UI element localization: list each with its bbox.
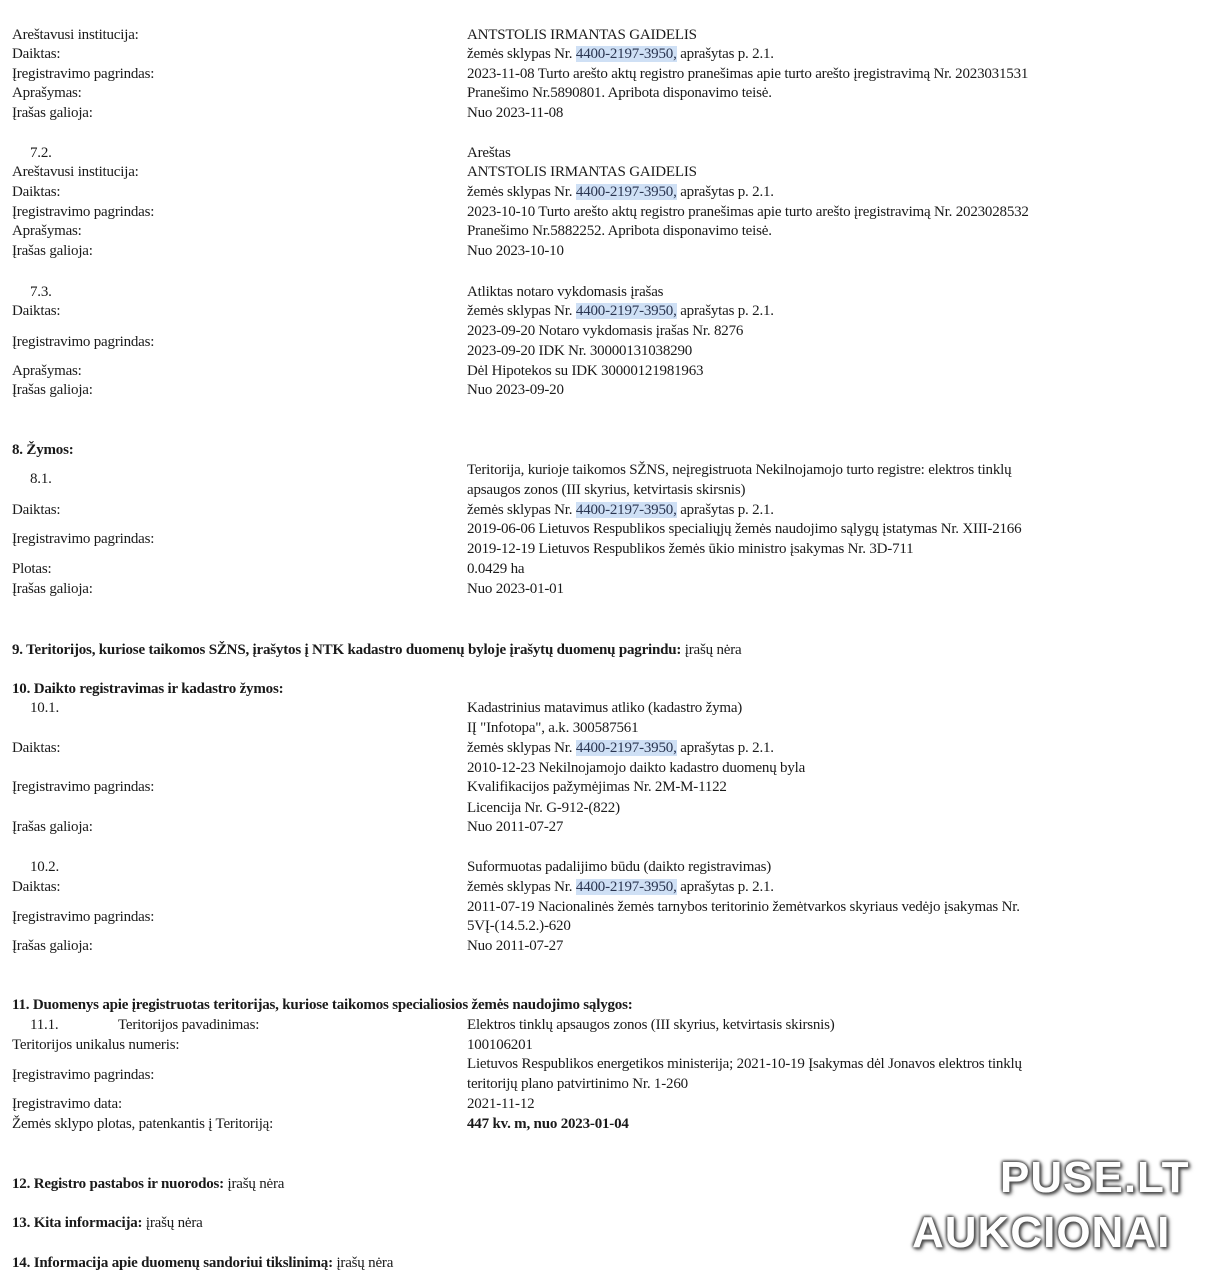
s10-1-title-1: Kadastrinius matavimus atliko (kadastro žyma) — [467, 700, 743, 716]
e73-galioja: Nuo 2023-09-20 — [467, 382, 564, 398]
s10-1-pagrindas-3: Licencija Nr. G-912-(822) — [467, 800, 620, 816]
s10-1-number: 10.1. — [30, 700, 60, 716]
label-galioja: Įrašas galioja: — [12, 938, 93, 954]
label-galioja: Įrašas galioja: — [12, 581, 93, 597]
e71-institucija: ANTSTOLIS IRMANTAS GAIDELIS — [467, 27, 697, 43]
section-11-heading: 11. Duomenys apie įregistruotas teritorijas, kuriose taikomos specialiosios žemės naudojimo sąlygos: — [12, 997, 633, 1013]
s10-1-pagrindas-2: Kvalifikacijos pažymėjimas Nr. 2M-M-1122 — [467, 779, 727, 795]
e72-institucija: ANTSTOLIS IRMANTAS GAIDELIS — [467, 164, 697, 180]
section-10-heading: 10. Daikto registravimas ir kadastro žymos: — [12, 681, 284, 697]
s10-2-number: 10.2. — [30, 859, 60, 875]
s11-pagrindas-1: Lietuvos Respublikos energetikos ministerija; 2021-10-19 Įsakymas dėl Jonavos elektros tinklų — [467, 1056, 1022, 1072]
s10-1-daiktas: žemės sklypas Nr. 4400-2197-3950, aprašytas p. 2.1. — [467, 740, 774, 756]
section-9 — [12, 641, 742, 659]
e72-daiktas: žemės sklypas Nr. 4400-2197-3950, aprašytas p. 2.1. — [467, 184, 774, 200]
s10-2-pagrindas-1: 2011-07-19 Nacionalinės žemės tarnybos teritorinio žemėtvarkos skyriaus vedėjo įsakymas Nr. — [467, 899, 1020, 915]
label-pagrindas: Įregistravimo pagrindas: — [12, 779, 155, 795]
s8-pagrindas-2: 2019-12-19 Lietuvos Respublikos žemės ūkio ministro įsakymas Nr. 3D-711 — [467, 541, 914, 557]
e72-galioja: Nuo 2023-10-10 — [467, 243, 564, 259]
e72-aprasymas: Pranešimo Nr.5882252. Apribota disponavimo teisė. — [467, 223, 772, 239]
label-pagrindas: Įregistravimo pagrindas: — [12, 204, 155, 220]
label-daiktas: Daiktas: — [12, 740, 61, 756]
label-galioja: Įrašas galioja: — [12, 819, 93, 835]
s8-number: 8.1. — [30, 471, 52, 487]
label-daiktas: Daiktas: — [12, 502, 61, 518]
section-14 — [12, 1254, 393, 1272]
e71-aprasymas: Pranešimo Nr.5890801. Apribota disponavimo teisė. — [467, 85, 772, 101]
section-13-value: įrašų nėra — [145, 1215, 203, 1231]
s11-numeris-label: Teritorijos unikalus numeris: — [12, 1037, 180, 1053]
s8-title-2: apsaugos zonos (III skyrius, ketvirtasis skirsnis) — [467, 482, 746, 498]
e71-pagrindas: 2023-11-08 Turto arešto aktų registro pranešimas apie turto arešto įregistravimą Nr. 2023031531 — [467, 66, 1029, 82]
label-aprasymas: Aprašymas: — [12, 363, 82, 379]
s11-pavadinimas: Elektros tinklų apsaugos zonos (III skyrius, ketvirtasis skirsnis) — [467, 1017, 835, 1033]
s11-plotas-label: Žemės sklypo plotas, patenkantis į Teritoriją: — [12, 1116, 274, 1132]
label-galioja: Įrašas galioja: — [12, 382, 93, 398]
s8-daiktas: žemės sklypas Nr. 4400-2197-3950, aprašytas p. 2.1. — [467, 502, 774, 518]
section-14-value: įrašų nėra — [336, 1255, 394, 1271]
label-galioja: Įrašas galioja: — [12, 105, 93, 121]
s10-2-title: Suformuotas padalijimo būdu (daikto registravimas) — [467, 859, 772, 875]
section-12 — [12, 1175, 284, 1193]
label-pagrindas: Įregistravimo pagrindas: — [12, 66, 155, 82]
e73-title: Atliktas notaro vykdomasis įrašas — [467, 284, 664, 300]
s10-1-galioja: Nuo 2011-07-27 — [467, 819, 564, 835]
s11-plotas: 447 kv. m, nuo 2023-01-04 — [467, 1116, 629, 1132]
e72-pagrindas: 2023-10-10 Turto arešto aktų registro pranešimas apie turto arešto įregistravimą Nr. 2023028532 — [467, 204, 1029, 220]
s10-1-pagrindas-1: 2010-12-23 Nekilnojamojo daikto kadastro duomenų byla — [467, 760, 806, 776]
s10-2-pagrindas-2: 5VĮ-(14.5.2.)-620 — [467, 918, 571, 934]
section-9-value: įrašų nėra — [684, 642, 742, 658]
section-9-heading: 9. Teritorijos, kuriose taikomos SŽNS, įrašytos į NTK kadastro duomenų byloje įrašytų duomenų pagrindu: — [12, 642, 682, 658]
label-daiktas: Daiktas: — [12, 46, 61, 62]
section-14-heading: 14. Informacija apie duomenų sandoriui tikslinimą: — [12, 1255, 333, 1271]
label-arestavusi: Areštavusi institucija: — [12, 27, 139, 43]
label-pagrindas: Įregistravimo pagrindas: — [12, 531, 155, 547]
section-13-heading: 13. Kita informacija: — [12, 1215, 143, 1231]
e72-number: 7.2. — [30, 145, 52, 161]
s11-data: 2021-11-12 — [467, 1096, 535, 1112]
e72-title: Areštas — [467, 145, 511, 161]
label-pagrindas: Įregistravimo pagrindas: — [12, 334, 155, 350]
watermark-line-2: AUKCIONAI — [912, 1208, 1171, 1257]
s8-galioja: Nuo 2023-01-01 — [467, 581, 564, 597]
label-daiktas: Daiktas: — [12, 879, 61, 895]
watermark-line-1: PUSE.LT — [1000, 1153, 1190, 1202]
label-pagrindas: Įregistravimo pagrindas: — [12, 909, 155, 925]
section-12-value: įrašų nėra — [227, 1176, 285, 1192]
e73-daiktas: žemės sklypas Nr. 4400-2197-3950, aprašytas p. 2.1. — [467, 303, 774, 319]
s11-pavadinimas-label: Teritorijos pavadinimas: — [118, 1017, 260, 1033]
s8-title-1: Teritorija, kurioje taikomos SŽNS, neįregistruota Nekilnojamojo turto registre: elektros tinklų — [467, 462, 1012, 478]
label-daiktas: Daiktas: — [12, 184, 61, 200]
s11-pagrindas-2: teritorijų plano patvirtinimo Nr. 1-260 — [467, 1076, 688, 1092]
section-13 — [12, 1214, 203, 1232]
label-plotas: Plotas: — [12, 561, 52, 577]
s10-1-title-2: IĮ "Infotopa", a.k. 300587561 — [467, 720, 639, 736]
label-daiktas: Daiktas: — [12, 303, 61, 319]
s10-2-galioja: Nuo 2011-07-27 — [467, 938, 564, 954]
label-arestavusi: Areštavusi institucija: — [12, 164, 139, 180]
s11-number: 11.1. — [30, 1017, 59, 1033]
e73-pagrindas-2: 2023-09-20 IDK Nr. 30000131038290 — [467, 343, 693, 359]
e73-pagrindas-1: 2023-09-20 Notaro vykdomasis įrašas Nr. 8276 — [467, 323, 744, 339]
label-galioja: Įrašas galioja: — [12, 243, 93, 259]
s10-2-daiktas: žemės sklypas Nr. 4400-2197-3950, aprašytas p. 2.1. — [467, 879, 774, 895]
s8-pagrindas-1: 2019-06-06 Lietuvos Respublikos specialiųjų žemės naudojimo sąlygų įstatymas Nr. XIII-2166 — [467, 521, 1022, 537]
label-aprasymas: Aprašymas: — [12, 85, 82, 101]
section-8-heading: 8. Žymos: — [12, 442, 74, 458]
e71-galioja: Nuo 2023-11-08 — [467, 105, 564, 121]
e71-daiktas: žemės sklypas Nr. 4400-2197-3950, aprašytas p. 2.1. — [467, 46, 774, 62]
e73-aprasymas: Dėl Hipotekos su IDK 30000121981963 — [467, 363, 704, 379]
s8-plotas: 0.0429 ha — [467, 561, 525, 577]
label-aprasymas: Aprašymas: — [12, 223, 82, 239]
s11-data-label: Įregistravimo data: — [12, 1096, 122, 1112]
label-pagrindas: Įregistravimo pagrindas: — [12, 1067, 155, 1083]
s11-numeris: 100106201 — [467, 1037, 533, 1053]
e73-number: 7.3. — [30, 284, 52, 300]
section-12-heading: 12. Registro pastabos ir nuorodos: — [12, 1176, 224, 1192]
